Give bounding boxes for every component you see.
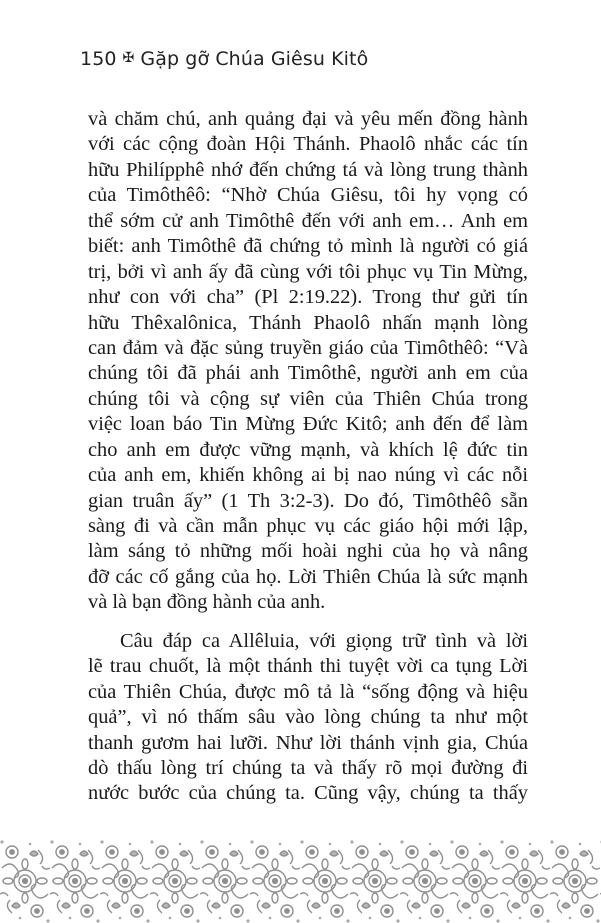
text-line: biết: anh Timôthê đã chứng tỏ mình là người có giá bbox=[88, 235, 528, 258]
text-line: sàng đi và cần mẫn phục vụ các giáo hội mới lập, bbox=[88, 515, 528, 537]
text-line: gian truân ấy” (1 Th 3:2-3). Do đó, Timôthêô sẵn bbox=[88, 489, 528, 512]
text-line: của Timôthêô: “Nhờ Chúa Giêsu, tôi hy vọng có bbox=[88, 184, 528, 207]
text-line: nước bước của chúng ta. Cũng vậy, chúng ta thấy bbox=[88, 782, 528, 805]
text-line: thanh gươm hai lưỡi. Như lời thánh vịnh gia, Chúa bbox=[88, 731, 528, 754]
text-line: và chăm chú, anh quảng đại và yêu mến đồng hành bbox=[88, 108, 528, 130]
text-line: dò thấu lòng trí chúng ta và thấy rõ mọi đường đi bbox=[88, 756, 528, 779]
book-title: Gặp gỡ Chúa Giêsu Kitô bbox=[140, 48, 369, 70]
text-line: hữu Philípphê nhớ đến chứng tá và lòng trung thành bbox=[88, 158, 528, 181]
text-line: cho anh em được vững mạnh, và khích lệ đức tin bbox=[88, 438, 528, 461]
text-line: làm sáng tỏ những mối hoài nghi của họ và nâng bbox=[88, 540, 528, 563]
text-line: việc loan báo Tin Mừng Đức Kitô; anh đến để làm bbox=[88, 413, 528, 436]
text-line: trị, bởi vì anh ấy đã cùng với tôi phục vụ Tin Mừng, bbox=[88, 260, 528, 283]
text-line: chúng tôi đã phái anh Timôthê, người anh em của bbox=[88, 362, 528, 385]
running-head bbox=[80, 48, 368, 70]
text-line: như con với cha” (Pl 2:19.22). Trong thư gửi tín bbox=[88, 286, 528, 309]
body-text bbox=[88, 107, 528, 807]
text-line: đỡ các cố gắng của họ. Lời Thiên Chúa là sức mạnh bbox=[88, 565, 528, 588]
paragraph-gap bbox=[88, 616, 528, 629]
text-line: quả”, vì nó thấm sâu vào lòng chúng ta như một bbox=[88, 706, 528, 729]
text-line: Câu đáp ca Allêluia, với giọng trữ tình và lời bbox=[120, 629, 528, 652]
cross-pattee-icon: ✠ bbox=[122, 50, 135, 66]
text-line: của anh em, khiến không ai bị nao núng vì các nỗi bbox=[88, 464, 528, 487]
text-line: chúng tôi và cộng sự viên của Thiên Chúa trong bbox=[88, 387, 528, 410]
text-line: can đảm và đặc sủng truyền giáo của Timôthêô: “Và bbox=[88, 336, 528, 359]
text-line: và là bạn đồng hành của anh. bbox=[88, 591, 326, 614]
text-line: thể sớm cử anh Timôthê đến với anh em… Anh em bbox=[88, 209, 528, 232]
text-line: của Thiên Chúa, được mô tả là “sống động và hiệu bbox=[88, 680, 528, 703]
text-line: lẽ trau chuốt, là một thánh thi tuyệt vời ca tụng Lời bbox=[88, 655, 528, 678]
text-line: với các cộng đoàn Hội Thánh. Phaolô nhắc các tín bbox=[88, 133, 528, 156]
text-line: hữu Thêxalônica, Thánh Phaolô nhấn mạnh lòng bbox=[88, 311, 528, 334]
floral-border-ornament bbox=[0, 840, 601, 923]
page-number: 150 bbox=[80, 48, 117, 70]
